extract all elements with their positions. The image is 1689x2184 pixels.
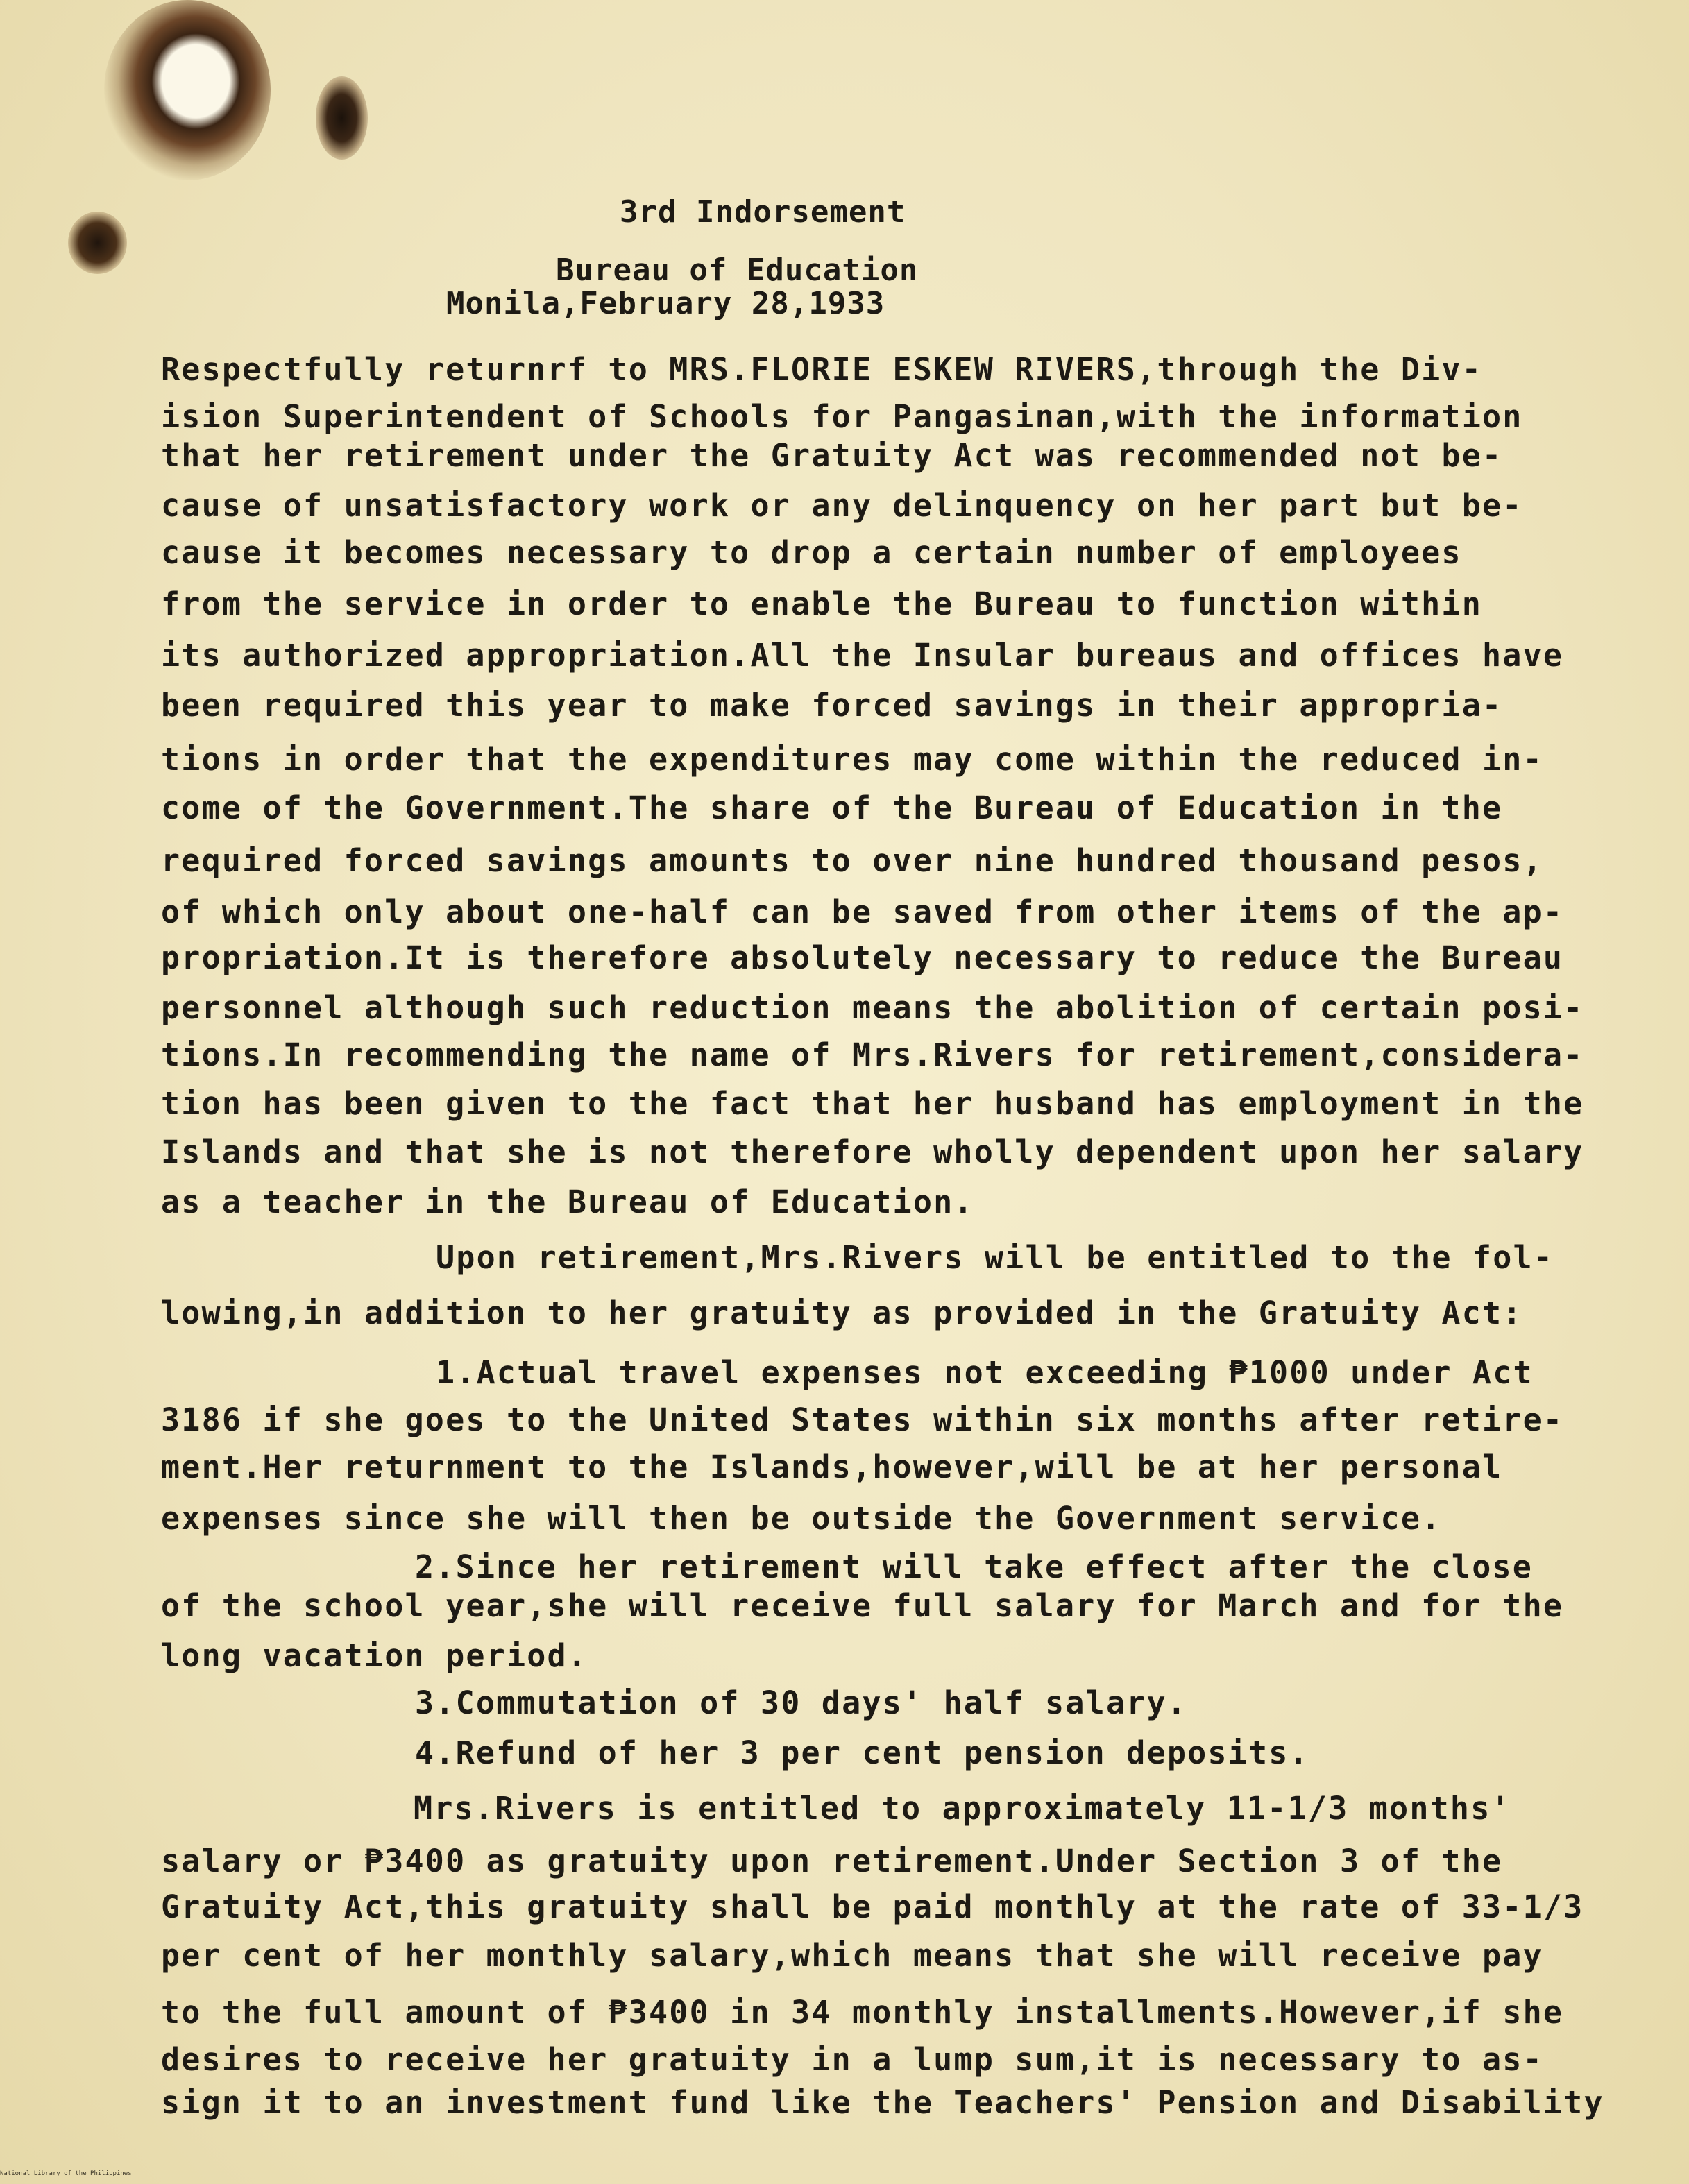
- list-item-line: 1.Actual travel expenses not exceeding ₱1000 under Act: [436, 1354, 1534, 1391]
- body-line: from the service in order to enable the Bureau to function within: [161, 586, 1482, 622]
- body-line: been required this year to make forced savings in their appropria-: [161, 687, 1503, 724]
- list-item-line: 3186 if she goes to the United States within six months after retire-: [161, 1401, 1564, 1438]
- body-line: its authorized appropriation.All the Insular bureaus and offices have: [161, 637, 1564, 674]
- body-line: desires to receive her gratuity in a lump sum,it is necessary to as-: [161, 2041, 1543, 2078]
- body-line: to the full amount of ₱3400 in 34 monthly installments.However,if she: [161, 1994, 1564, 2031]
- body-line: Islands and that she is not therefore wholly dependent upon her salary: [161, 1134, 1584, 1170]
- list-item-line: of the school year,she will receive full salary for March and for the: [161, 1587, 1564, 1624]
- place-and-date: Monila,February 28,1933: [446, 286, 885, 321]
- body-line: Gratuity Act,this gratuity shall be paid monthly at the rate of 33-1/3: [161, 1888, 1584, 1925]
- body-line: as a teacher in the Bureau of Education.: [161, 1184, 974, 1220]
- body-line: that her retirement under the Gratuity Act was recommended not be-: [161, 437, 1503, 474]
- bureau-name: Bureau of Education: [556, 253, 919, 288]
- body-line: Respectfully returnrf to MRS.FLORIE ESKEW RIVERS,through the Div-: [161, 351, 1482, 388]
- body-line: per cent of her monthly salary,which means that she will receive pay: [161, 1937, 1543, 1974]
- body-line: tion has been given to the fact that her husband has employment in the: [161, 1085, 1584, 1122]
- body-line: salary or ₱3400 as gratuity upon retirement.Under Section 3 of the: [161, 1843, 1503, 1879]
- body-line: cause it becomes necessary to drop a certain number of employees: [161, 534, 1462, 571]
- body-line: tions in order that the expenditures may come within the reduced in-: [161, 741, 1543, 778]
- body-line: of which only about one-half can be saved from other items of the ap-: [161, 894, 1564, 930]
- body-line: sign it to an investment fund like the Teachers' Pension and Disability: [161, 2084, 1604, 2121]
- body-line: required forced savings amounts to over nine hundred thousand pesos,: [161, 842, 1543, 879]
- body-line: Upon retirement,Mrs.Rivers will be entitled to the fol-: [436, 1239, 1554, 1276]
- burn-mark: [316, 76, 368, 160]
- burn-mark: [68, 212, 127, 274]
- body-line: come of the Government.The share of the Bureau of Education in the: [161, 790, 1503, 826]
- list-item-line: expenses since she will then be outside the Government service.: [161, 1500, 1442, 1537]
- body-line: tions.In recommending the name of Mrs.Rivers for retirement,considera-: [161, 1036, 1584, 1073]
- body-line: Mrs.Rivers is entitled to approximately 11-1/3 months': [414, 1790, 1511, 1827]
- body-line: personnel although such reduction means the abolition of certain posi-: [161, 989, 1584, 1026]
- list-item-line: 2.Since her retirement will take effect after the close: [415, 1549, 1534, 1585]
- body-line: propriation.It is therefore absolutely necessary to reduce the Bureau: [161, 939, 1564, 976]
- body-line: lowing,in addition to her gratuity as provided in the Gratuity Act:: [161, 1295, 1523, 1331]
- burn-hole-stain: [104, 0, 271, 180]
- list-item-line: 4.Refund of her 3 per cent pension deposits.: [415, 1734, 1309, 1771]
- indorsement-title: 3rd Indorsement: [620, 194, 906, 230]
- archive-footer-note: National Library of the Philippines: [0, 2170, 132, 2177]
- list-item-line: ment.Her returnment to the Islands,however,will be at her personal: [161, 1449, 1503, 1485]
- body-line: ision Superintendent of Schools for Pangasinan,with the information: [161, 398, 1523, 435]
- list-item-line: long vacation period.: [161, 1637, 588, 1674]
- list-item-line: 3.Commutation of 30 days' half salary.: [415, 1684, 1188, 1721]
- body-line: cause of unsatisfactory work or any delinquency on her part but be-: [161, 487, 1523, 524]
